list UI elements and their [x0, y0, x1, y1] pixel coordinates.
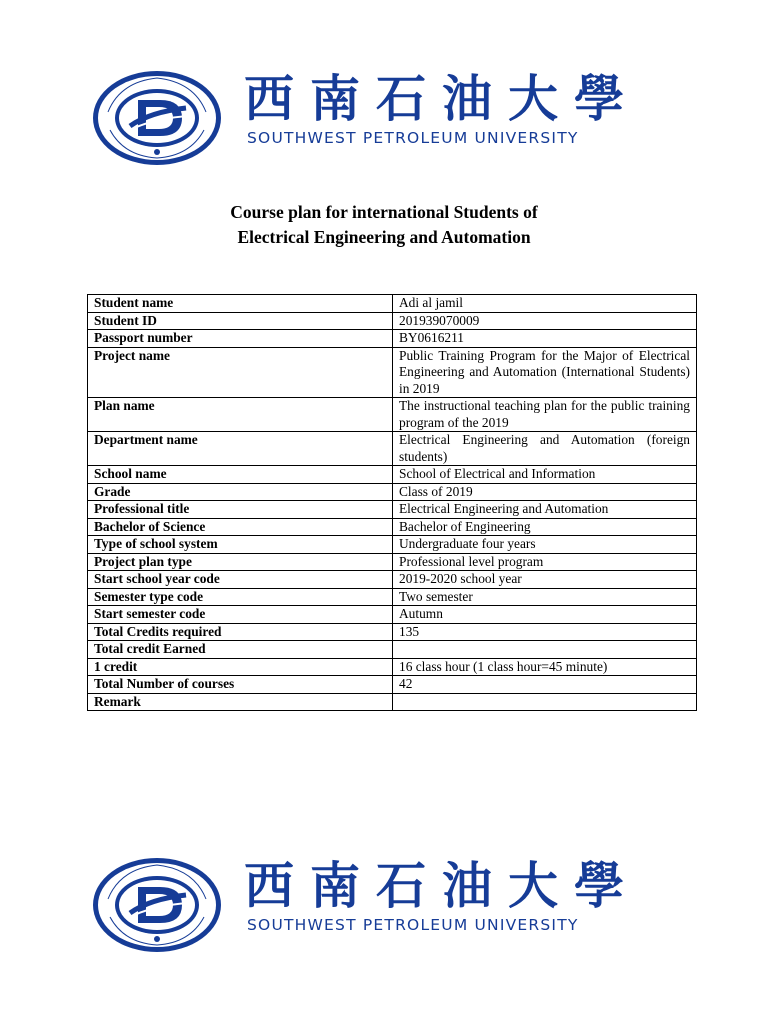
row-label: Professional title: [88, 501, 393, 519]
row-value: Bachelor of Engineering: [393, 518, 697, 536]
university-name-english: SOUTHWEST PETROLEUM UNIVERSITY: [247, 129, 579, 147]
row-value: [393, 693, 697, 711]
row-value: 42: [393, 676, 697, 694]
row-label: Start semester code: [88, 606, 393, 624]
table-row: [88, 641, 697, 659]
row-value: Class of 2019: [393, 483, 697, 501]
row-value: 135: [393, 623, 697, 641]
row-label: Start school year code: [88, 571, 393, 589]
table-row: [88, 676, 697, 694]
university-seal-icon: [90, 68, 224, 168]
table-row: [88, 606, 697, 624]
row-value: Public Training Program for the Major of Electrical Engineering and Automation (International Students) in 2019: [393, 347, 697, 398]
row-label: Bachelor of Science: [88, 518, 393, 536]
table-row: [88, 536, 697, 554]
row-label: Semester type code: [88, 588, 393, 606]
table-row: [88, 312, 697, 330]
table-row: [88, 693, 697, 711]
table-row: [88, 623, 697, 641]
row-label: 1 credit: [88, 658, 393, 676]
row-value: Adi al jamil: [393, 295, 697, 313]
row-value: BY0616211: [393, 330, 697, 348]
table-row: [88, 295, 697, 313]
row-label: Total credit Earned: [88, 641, 393, 659]
row-value: 16 class hour (1 class hour=45 minute): [393, 658, 697, 676]
row-value: Two semester: [393, 588, 697, 606]
row-label: Passport number: [88, 330, 393, 348]
row-value: 201939070009: [393, 312, 697, 330]
row-label: Student name: [88, 295, 393, 313]
row-value: The instructional teaching plan for the public training program of the 2019: [393, 398, 697, 432]
row-value: Electrical Engineering and Automation: [393, 501, 697, 519]
row-value: 2019-2020 school year: [393, 571, 697, 589]
row-value: Professional level program: [393, 553, 697, 571]
row-value: Electrical Engineering and Automation (foreign students): [393, 432, 697, 466]
title-line-2: Electrical Engineering and Automation: [237, 227, 531, 247]
university-name-chinese: 西南石油大學: [244, 69, 640, 128]
table-row: [88, 501, 697, 519]
header-bottom: [90, 855, 680, 955]
course-plan-table: [87, 294, 697, 711]
row-label: School name: [88, 466, 393, 484]
university-seal-logo: [90, 855, 224, 955]
row-label: Remark: [88, 693, 393, 711]
table-row: [88, 658, 697, 676]
table-row: [88, 432, 697, 466]
table-row: [88, 398, 697, 432]
table-row: [88, 347, 697, 398]
row-label: Grade: [88, 483, 393, 501]
row-label: Project plan type: [88, 553, 393, 571]
row-label: Student ID: [88, 312, 393, 330]
university-seal-icon: [90, 855, 224, 955]
title-line-1: Course plan for international Students of: [230, 202, 538, 222]
table-row: [88, 466, 697, 484]
row-label: Total Number of courses: [88, 676, 393, 694]
row-value: Autumn: [393, 606, 697, 624]
row-label: Total Credits required: [88, 623, 393, 641]
document-title: [0, 200, 768, 250]
row-value: School of Electrical and Information: [393, 466, 697, 484]
table-row: [88, 571, 697, 589]
row-value: Undergraduate four years: [393, 536, 697, 554]
row-label: Department name: [88, 432, 393, 466]
row-label: Type of school system: [88, 536, 393, 554]
university-name-english: SOUTHWEST PETROLEUM UNIVERSITY: [247, 916, 579, 934]
table-row: [88, 330, 697, 348]
university-name-chinese: 西南石油大學: [244, 856, 640, 915]
university-seal-logo: [90, 68, 224, 168]
row-label: Plan name: [88, 398, 393, 432]
table-row: [88, 553, 697, 571]
table-row: [88, 483, 697, 501]
header-top: [90, 68, 680, 168]
table-row: [88, 518, 697, 536]
table-row: [88, 588, 697, 606]
row-label: Project name: [88, 347, 393, 398]
row-value: [393, 641, 697, 659]
